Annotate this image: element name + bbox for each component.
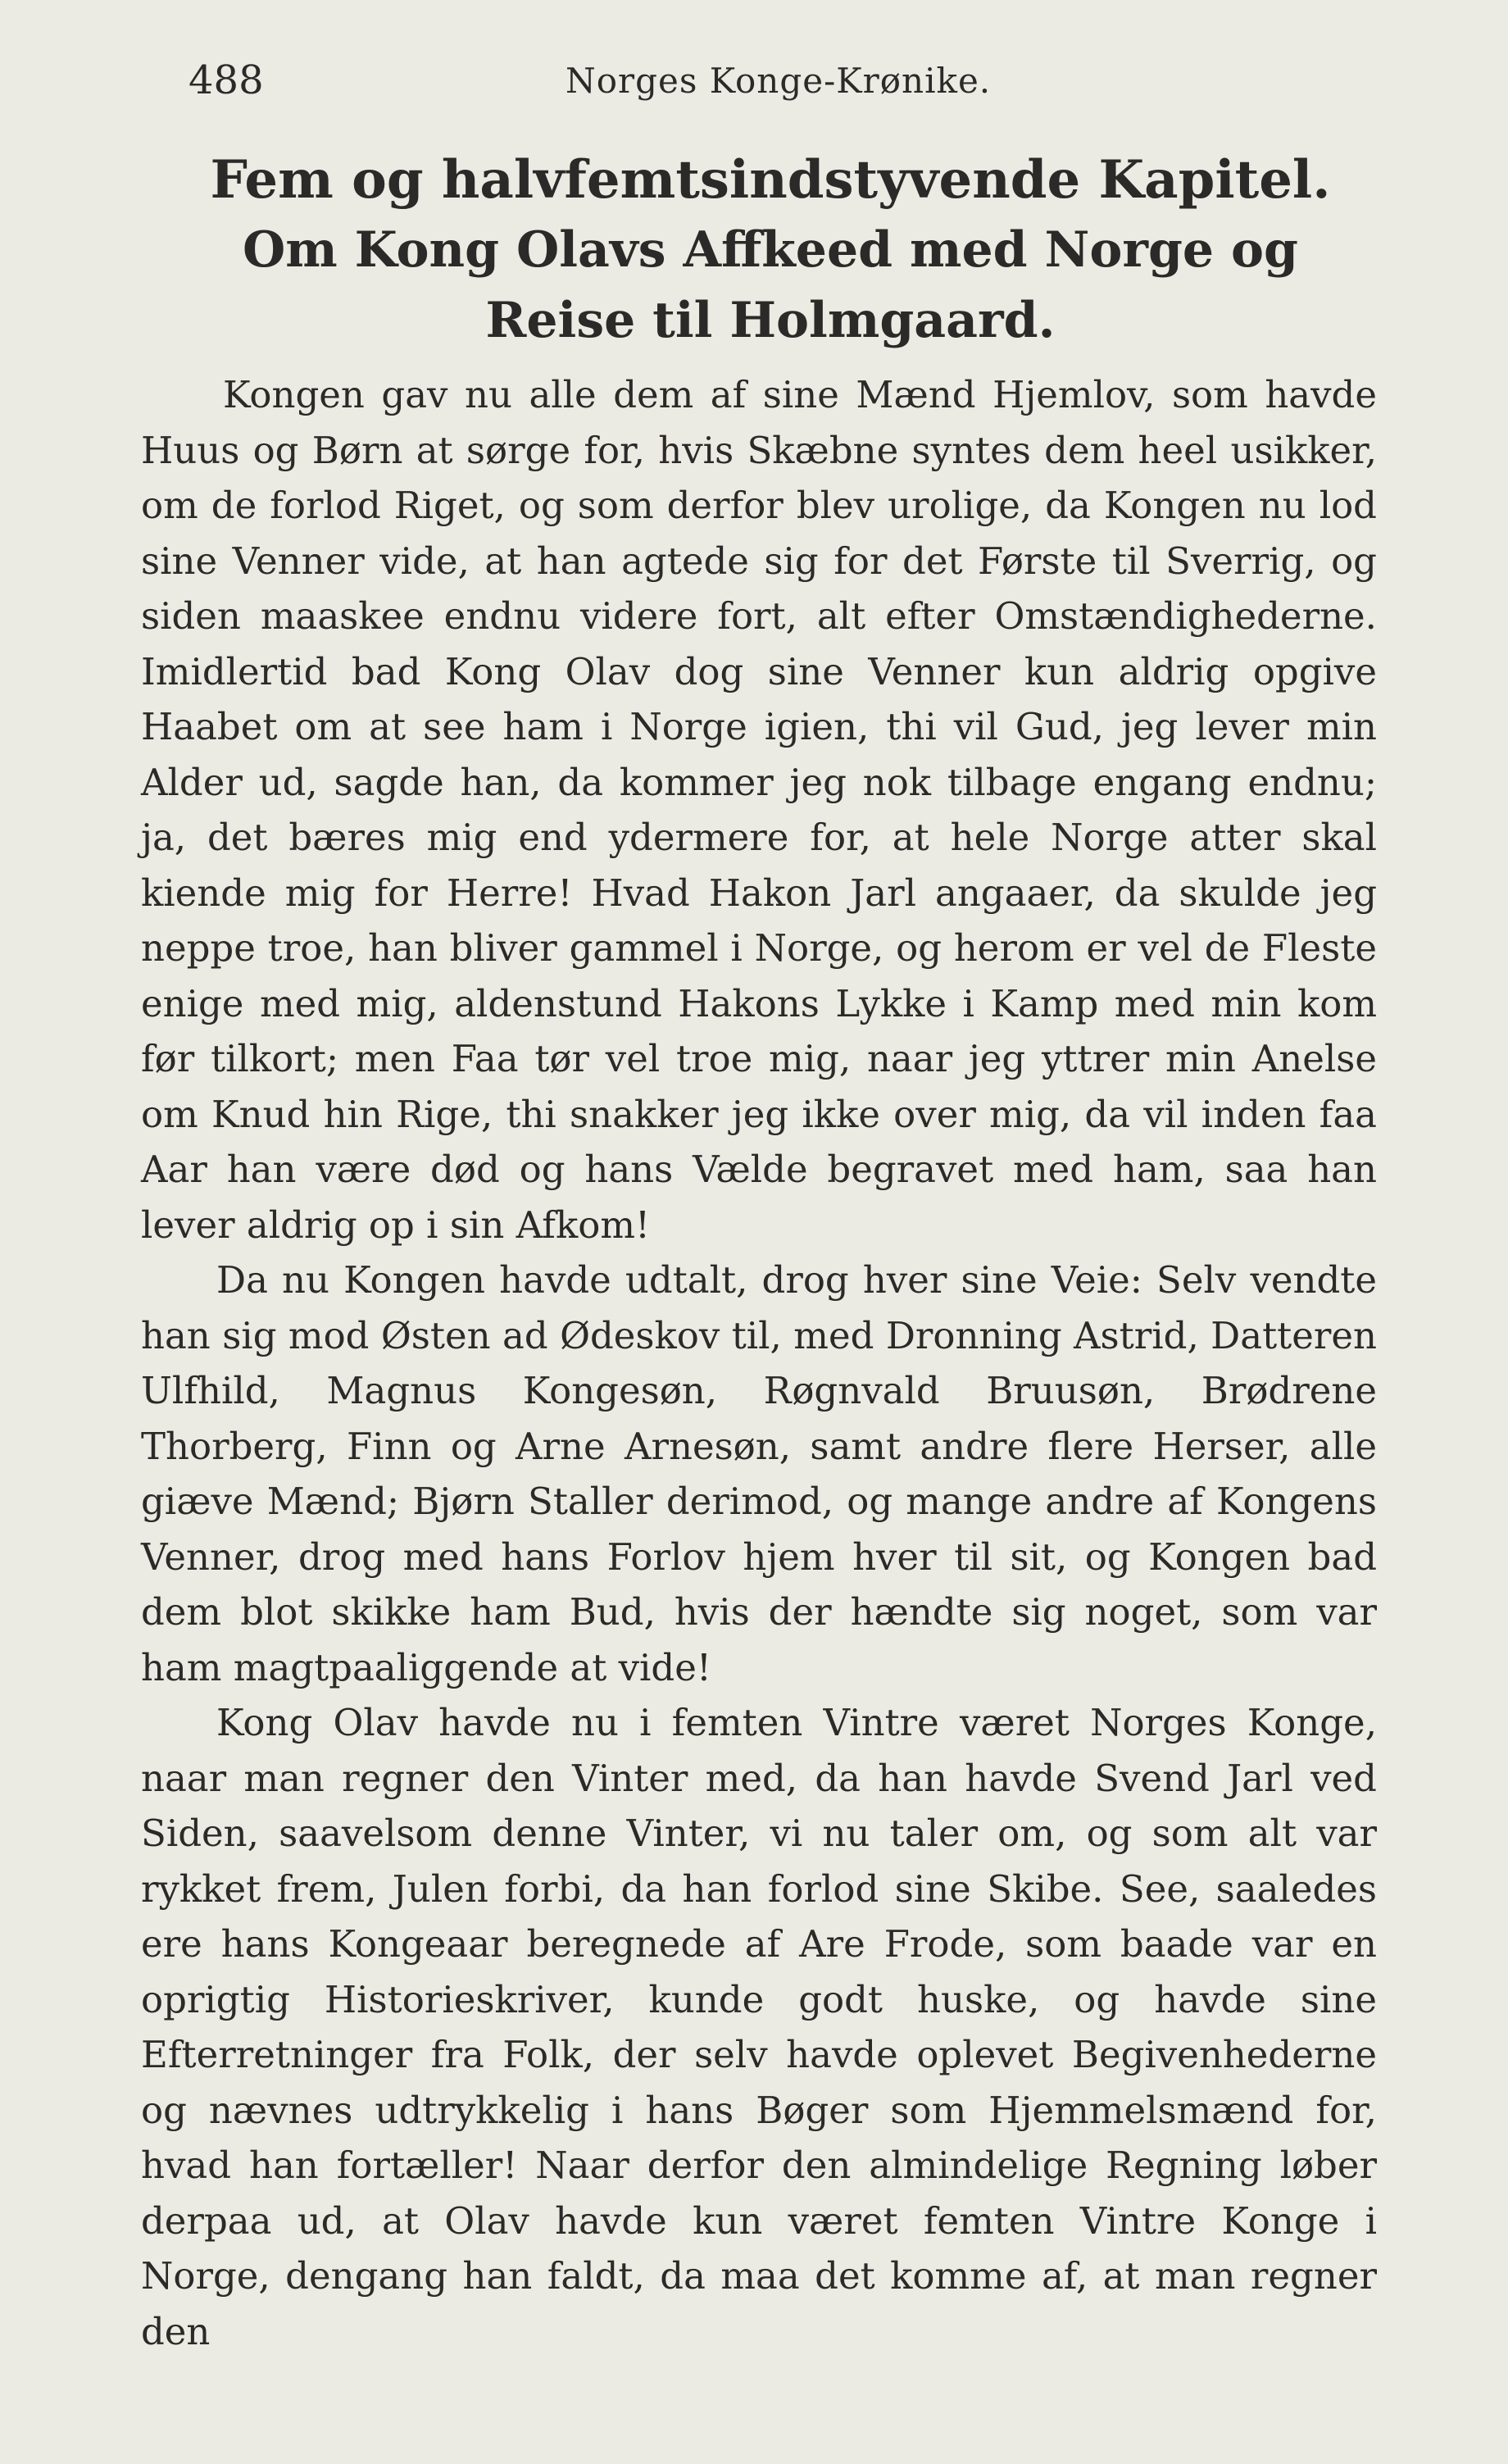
chapter-subtitle: Om Kong Olavs Affkeed med Norge og Reise til Holmgaard. [243,221,1298,349]
paragraph: Kong Olav havde nu i femten Vintre været Norges Konge, naar man regner den Vinter med, da han havde Svend Jarl ved Siden, saavelsom denne Vinter, vi nu taler om, og som alt var rykket frem, Julen forbi, da han forlod sine Skibe. See, saaledes ere hans Kongeaar beregnede af Are Frode, som baade var en oprigtig Historieskriver, kunde godt huske, og havde sine Efterretninger fra Folk, der selv havde oplevet Begivenhederne og nævnes udtrykkelig i hans Bøger som Hjemmelsmænd for, hvad han fortæller! Naar derfor den almindelige Regning løber derpaa ud, at Olav havde kun været femten Vintre Konge i Norge, dengang han faldt, da maa det komme af, at man regner den [141,1701,1377,2353]
paragraph: Da nu Kongen havde udtalt, drog hver sine Veie: Selv vendte han sig mod Østen ad Ødeskov til, med Dronning Astrid, Datteren Ulfhild, Magnus Kongesøn, Røgnvald Bruusøn, Brødrene Thorberg, Finn og Arne Arnesøn, samt andre flere Herser, alle giæve Mænd; Bjørn Staller derimod, og mange andre af Kongens Venner, drog med hans Forlov hjem hver til sit, og Kongen bad dem blot skikke ham Bud, hvis der hændte sig noget, som var ham magtpaaliggende at vide! [141,1258,1377,1689]
running-head [188,57,1377,115]
chapter-heading [164,146,1377,356]
paragraph: Kongen gav nu alle dem af sine Mænd Hjemlov, som havde Huus og Børn at sørge for, hvis Skæbne syntes dem heel usikker, om de forlod Riget, og som derfor blev urolige, da Kongen nu lod sine Venner vide, at han agtede sig for det Første til Sverrig, og siden maaskee endnu videre fort, alt efter Omstændighederne. Imidlertid bad Kong Olav dog sine Venner kun aldrig opgive Haabet om at see ham i Norge igien, thi vil Gud, jeg lever min Alder ud, sagde han, da kommer jeg nok tilbage engang endnu; ja, det bæres mig end ydermere for, at hele Norge atter skal kiende mig for Herre! Hvad Hakon Jarl angaaer, da skulde jeg neppe troe, han bliver gammel i Norge, og herom er vel de Fleste enige med mig, aldenstund Hakons Lykke i Kamp med min kom før tilkort; men Faa tør vel troe mig, naar jeg yttrer min Anelse om Knud hin Rige, thi snakker jeg ikke over mig, da vil inden faa Aar han være død og hans Vælde begravet med ham, saa han lever aldrig op i sin Afkom! [141,373,1377,1247]
body-text [141,367,1377,2359]
running-title: Norges Konge-Krønike. [566,61,992,101]
chapter-title: Fem og halvfemtsindstyvende Kapitel. [210,149,1331,211]
page-number: 488 [188,57,264,103]
